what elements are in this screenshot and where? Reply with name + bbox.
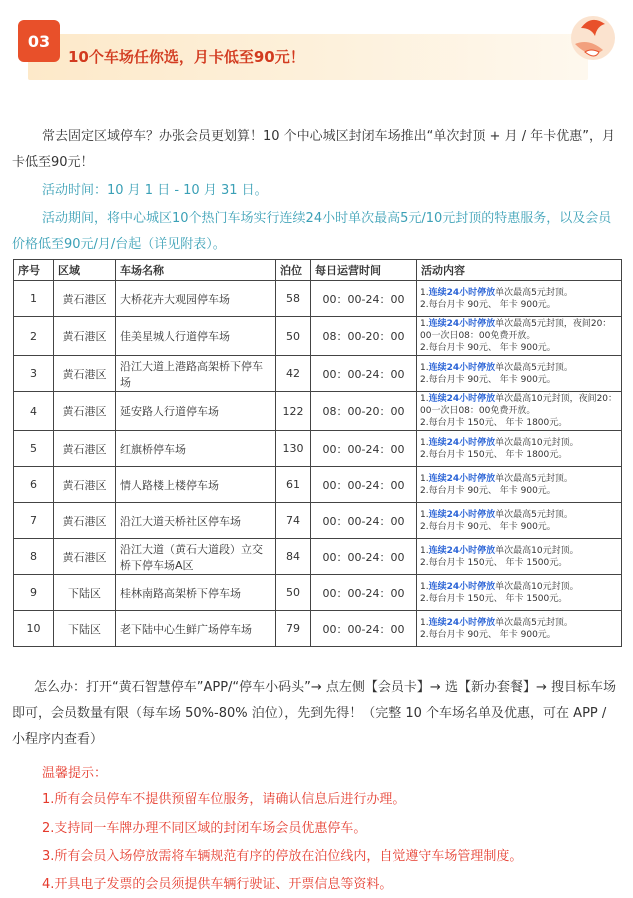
cell-activity [417,356,622,392]
cell-hours: 00：00-24：00 [311,611,417,647]
table-row [14,431,622,467]
activity-index: 1. [420,394,429,404]
activity-highlight: 连续24小时停放 [428,287,496,298]
cell-hours: 00：00-24：00 [311,575,417,611]
cell-hours: 00：00-24：00 [311,503,417,539]
activity-line-2: 2.每台月卡 90元、 年卡 900元。 [420,521,556,532]
activity-line-2: 2.每台月卡 90元、 年卡 900元。 [420,374,556,385]
cell-hours: 00：00-24：00 [311,281,417,317]
cell-no: 6 [14,467,54,503]
activity-line-1 [420,617,618,629]
cell-spots: 42 [276,356,311,392]
activity-detail: 单次最高5元封顶，夜间20：00一次日08：00免费开放。 [420,319,612,341]
cell-name: 红旗桥停车场 [116,431,276,467]
cell-name: 沿江大道上港路高架桥下停车场 [116,356,276,392]
cell-no: 9 [14,575,54,611]
activity-line-2: 2.每台月卡 150元、 年卡 1800元。 [420,418,568,428]
activity-line-2: 2.每台月卡 90元、 年卡 900元。 [420,299,556,310]
activity-highlight: 连续24小时停放 [428,394,496,404]
activity-line-1 [420,473,618,485]
activity-time: 活动时间：10 月 1 日 - 10 月 31 日。 [42,183,268,198]
cell-area: 黄石港区 [54,317,116,356]
table-row [14,611,622,647]
cell-activity [417,281,622,317]
section-title: 10个车场任你选，月卡低至90元！ [68,48,305,66]
cell-area: 下陆区 [54,575,116,611]
tips-title: 温馨提示： [42,766,108,781]
tip-3: 3.所有会员入场停放需将车辆规范有序的停放在泊位线内，自觉遵守车场管理制度。 [42,849,523,864]
cell-no: 7 [14,503,54,539]
parking-table [13,259,622,647]
cell-no: 4 [14,392,54,431]
cell-activity [417,611,622,647]
cell-name: 延安路人行道停车场 [116,392,276,431]
cell-name: 桂林南路高架桥下停车场 [116,575,276,611]
activity-line-2: 2.每台月卡 150元、 年卡 1500元。 [420,593,568,604]
activity-highlight: 连续24小时停放 [428,437,496,448]
cell-activity [417,575,622,611]
activity-detail: 单次最高10元封顶。 [495,581,579,592]
col-header-area: 区域 [54,260,116,281]
col-header-name: 车场名称 [116,260,276,281]
cell-area: 黄石港区 [54,539,116,575]
activity-index: 1. [420,545,429,556]
cell-activity [417,431,622,467]
activity-detail: 单次最高5元封顶。 [495,473,573,484]
cell-no: 8 [14,539,54,575]
cell-name: 佳美星城人行道停车场 [116,317,276,356]
table-header-row [14,260,622,281]
activity-highlight: 连续24小时停放 [428,319,496,329]
cell-spots: 50 [276,575,311,611]
table-row [14,575,622,611]
activity-index: 1. [420,581,429,592]
cell-hours: 00：00-24：00 [311,356,417,392]
activity-index: 1. [420,473,429,484]
activity-detail: 单次最高5元封顶。 [495,617,573,628]
cell-spots: 122 [276,392,311,431]
table-row [14,467,622,503]
activity-description: 活动期间，将中心城区10个热门车场实行连续24小时单次最高5元/10元封顶的特惠服务，以及会员价格低至90元/月/台起（详见附表）。 [12,211,612,252]
cell-name: 老下陆中心生鲜广场停车场 [116,611,276,647]
activity-index: 1. [420,362,429,373]
cell-activity [417,467,622,503]
cell-name: 沿江大道天桥社区停车场 [116,503,276,539]
activity-line-1 [420,318,618,342]
tip-4: 4.开具电子发票的会员须提供车辆行驶证、开票信息等资料。 [42,877,393,892]
activity-index: 1. [420,437,429,448]
cell-area: 黄石港区 [54,392,116,431]
activity-detail: 单次最高10元封顶。 [495,545,579,556]
col-header-activity: 活动内容 [417,260,622,281]
activity-line-2: 2.每台月卡 150元、 年卡 1500元。 [420,557,568,568]
cell-spots: 74 [276,503,311,539]
cell-area: 黄石港区 [54,467,116,503]
activity-line-1 [420,362,618,374]
activity-line-2: 2.每台月卡 90元、 年卡 900元。 [420,343,556,353]
activity-highlight: 连续24小时停放 [428,617,496,628]
cell-activity [417,539,622,575]
cell-area: 下陆区 [54,611,116,647]
cell-hours: 08：00-20：00 [311,317,417,356]
activity-line-2: 2.每台月卡 150元、 年卡 1800元。 [420,449,568,460]
table-row [14,317,622,356]
table-row [14,356,622,392]
cell-spots: 84 [276,539,311,575]
cell-no: 1 [14,281,54,317]
cell-spots: 50 [276,317,311,356]
cell-hours: 00：00-24：00 [311,467,417,503]
activity-line-1 [420,393,618,417]
activity-line-1 [420,581,618,593]
intro-paragraph: 常去固定区域停车？办张会员更划算！10 个中心城区封闭车场推出“单次封顶 + 月 / 年卡优惠”，月卡低至90元！ [12,129,615,170]
col-header-no: 序号 [14,260,54,281]
cell-name: 沿江大道（黄石大道段）立交桥下停车场A区 [116,539,276,575]
section-number-badge: 03 [18,20,60,62]
cell-name: 情人路楼上楼停车场 [116,467,276,503]
how-to-paragraph: 怎么办：打开“黄石智慧停车”APP/“停车小码头”→ 点左侧【会员卡】→ 选【新办套餐】→ 搜目标车场即可，会员数量有限（每车场 50%-80% 泊位），先到先得！（完整 10 个车场名单及优惠，可在 APP / 小程序内查看） [12,680,616,747]
activity-highlight: 连续24小时停放 [428,545,496,556]
activity-line-2: 2.每台月卡 90元、 年卡 900元。 [420,485,556,496]
activity-highlight: 连续24小时停放 [428,509,496,520]
cell-hours: 00：00-24：00 [311,539,417,575]
cell-no: 10 [14,611,54,647]
cell-no: 5 [14,431,54,467]
cell-area: 黄石港区 [54,281,116,317]
activity-detail: 单次最高10元封顶，夜间20：00一次日08：00免费开放。 [420,394,618,416]
cell-area: 黄石港区 [54,431,116,467]
cell-spots: 61 [276,467,311,503]
table-row [14,539,622,575]
table-row [14,392,622,431]
activity-detail: 单次最高5元封顶。 [495,362,573,373]
tip-2: 2.支持同一车牌办理不同区域的封闭车场会员优惠停车。 [42,821,367,836]
activity-detail: 单次最高5元封顶。 [495,287,573,298]
cell-area: 黄石港区 [54,503,116,539]
activity-index: 1. [420,287,429,298]
table-row [14,503,622,539]
activity-detail: 单次最高10元封顶。 [495,437,579,448]
cell-activity [417,317,622,356]
cell-area: 黄石港区 [54,356,116,392]
col-header-spots: 泊位 [276,260,311,281]
cell-hours: 08：00-20：00 [311,392,417,431]
section-header [0,0,633,90]
activity-line-1 [420,437,618,449]
cell-activity [417,503,622,539]
activity-line-1 [420,509,618,521]
tip-1: 1.所有会员停车不提供预留车位服务，请确认信息后进行办理。 [42,792,406,807]
activity-index: 1. [420,319,429,329]
activity-detail: 单次最高5元封顶。 [495,509,573,520]
table-row [14,281,622,317]
activity-highlight: 连续24小时停放 [428,581,496,592]
decoration-icon [559,8,619,74]
cell-no: 2 [14,317,54,356]
cell-activity [417,392,622,431]
activity-highlight: 连续24小时停放 [428,473,496,484]
activity-highlight: 连续24小时停放 [428,362,496,373]
activity-index: 1. [420,509,429,520]
activity-line-1 [420,545,618,557]
activity-line-2: 2.每台月卡 90元、 年卡 900元。 [420,629,556,640]
cell-spots: 79 [276,611,311,647]
cell-no: 3 [14,356,54,392]
activity-index: 1. [420,617,429,628]
col-header-hours: 每日运营时间 [311,260,417,281]
cell-hours: 00：00-24：00 [311,431,417,467]
cell-spots: 58 [276,281,311,317]
cell-name: 大桥花卉大观园停车场 [116,281,276,317]
activity-line-1 [420,287,618,299]
cell-spots: 130 [276,431,311,467]
